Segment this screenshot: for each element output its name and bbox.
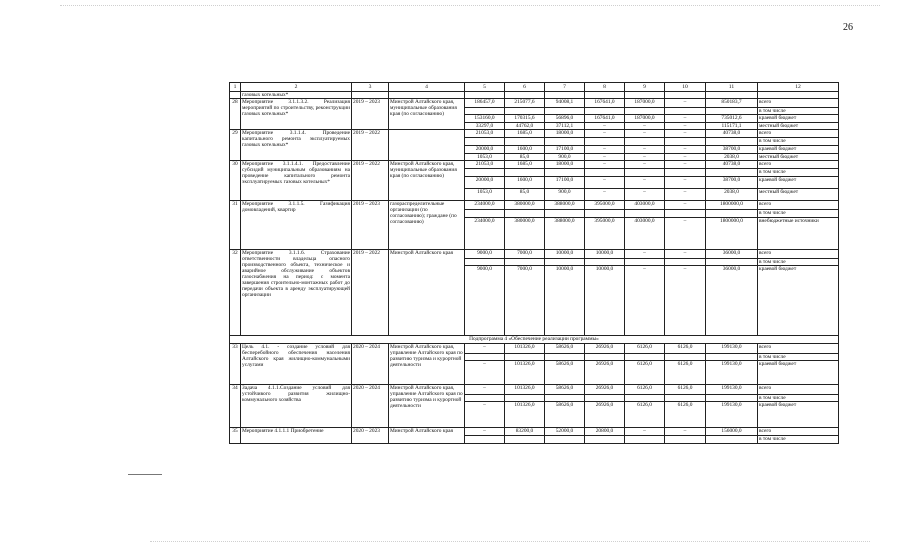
amount-cell: –	[465, 402, 505, 428]
empty-cell	[585, 92, 625, 99]
amount-cell: 26926,0	[585, 361, 625, 385]
amount-cell: 58626,0	[545, 385, 585, 395]
amount-cell: 33297,0	[465, 123, 505, 130]
amount-cell	[505, 436, 545, 444]
row-number: 30	[230, 161, 241, 201]
amount-cell: 1800000,0	[706, 218, 758, 250]
amount-cell: –	[465, 344, 505, 354]
amount-cell	[706, 354, 758, 361]
amount-cell: 900,0	[545, 189, 585, 201]
amount-cell: 26926,0	[585, 344, 625, 354]
amount-cell	[505, 354, 545, 361]
amount-cell: 403000,0	[625, 201, 665, 210]
empty-cell	[706, 92, 758, 99]
amount-cell: 94008,1	[545, 99, 585, 108]
amount-cell: –	[625, 146, 665, 154]
amount-cell: 1053,0	[465, 189, 505, 201]
amount-cell: –	[625, 130, 665, 138]
amount-cell: –	[625, 161, 665, 169]
amount-cell	[706, 169, 758, 177]
funding-source: в том числе	[758, 138, 839, 146]
amount-cell: 1685,0	[505, 161, 545, 169]
amount-cell: 850183,7	[706, 99, 758, 108]
amount-cell: –	[665, 266, 706, 336]
amount-cell: 85,0	[505, 189, 545, 201]
amount-cell: 388000,0	[545, 218, 585, 250]
table-row	[230, 250, 839, 259]
amount-cell: 199130,0	[706, 385, 758, 395]
amount-cell	[465, 138, 505, 146]
amount-cell: 380000,0	[505, 201, 545, 210]
bottom-divider	[150, 541, 870, 542]
amount-cell: 156000,0	[706, 428, 758, 436]
amount-cell: –	[585, 146, 625, 154]
funding-source: всего	[758, 344, 839, 354]
funding-source: в том числе	[758, 169, 839, 177]
row-number	[230, 92, 241, 99]
period: 2020 – 2024	[352, 344, 389, 385]
amount-cell	[585, 108, 625, 115]
top-divider	[60, 5, 880, 6]
amount-cell	[505, 108, 545, 115]
amount-cell	[505, 210, 545, 218]
amount-cell: –	[625, 177, 665, 189]
amount-cell: 101326,0	[505, 344, 545, 354]
amount-cell: 6126,0	[665, 344, 706, 354]
funding-source: в том числе	[758, 259, 839, 266]
header-cell: 4	[389, 83, 465, 92]
amount-cell	[706, 395, 758, 402]
amount-cell: 186457,0	[465, 99, 505, 108]
empty-cell	[665, 92, 706, 99]
amount-cell	[585, 169, 625, 177]
event-name: Задача 4.1.1.Создание условий для устойчивого развития жилищно-коммунального хозяйства	[241, 385, 352, 428]
amount-cell: 17100,0	[545, 146, 585, 154]
amount-cell: 1800000,0	[706, 201, 758, 210]
amount-cell: –	[625, 123, 665, 130]
amount-cell	[665, 138, 706, 146]
table-row	[230, 385, 839, 395]
empty-cell	[545, 92, 585, 99]
amount-cell: 187000,0	[625, 99, 665, 108]
amount-cell	[625, 354, 665, 361]
amount-cell	[465, 436, 505, 444]
amount-cell	[545, 436, 585, 444]
amount-cell: 6126,0	[665, 402, 706, 428]
amount-cell: –	[625, 154, 665, 161]
amount-cell: –	[665, 218, 706, 250]
row-number: 35	[230, 428, 241, 444]
empty-cell	[389, 92, 465, 99]
amount-cell	[505, 138, 545, 146]
header-cell: 3	[352, 83, 389, 92]
amount-cell	[545, 138, 585, 146]
executor: Минстрой Алтайского края	[389, 428, 465, 444]
amount-cell: –	[665, 189, 706, 201]
header-cell: 1	[230, 83, 241, 92]
amount-cell: 20000,0	[465, 177, 505, 189]
amount-cell: –	[625, 266, 665, 336]
amount-cell: 44762,0	[505, 123, 545, 130]
amount-cell: 101326,0	[505, 385, 545, 395]
period: 2019 – 2022	[352, 250, 389, 336]
amount-cell	[585, 259, 625, 266]
row-number: 28	[230, 99, 241, 130]
funding-source: всего	[758, 250, 839, 259]
amount-cell: 215077,6	[505, 99, 545, 108]
funding-source: в том числе	[758, 354, 839, 361]
funding-source: краевой бюджет	[758, 115, 839, 123]
event-name: Мероприятие 4.1.1.1 Приобретение	[241, 428, 352, 444]
amount-cell	[625, 108, 665, 115]
amount-cell	[665, 108, 706, 115]
amount-cell: –	[665, 428, 706, 436]
row-number: 29	[230, 130, 241, 161]
funding-source: всего	[758, 201, 839, 210]
amount-cell	[706, 436, 758, 444]
amount-cell	[505, 259, 545, 266]
amount-cell: 36000,0	[706, 266, 758, 336]
amount-cell: –	[585, 154, 625, 161]
event-name: Мероприятие 3.1.1.4.1. Предоставление субсидий муниципальным образованиям на проведение капитального ремонта эксплуатируемых газовых котельных*	[241, 161, 352, 201]
amount-cell	[545, 354, 585, 361]
amount-cell: –	[465, 428, 505, 436]
empty-cell	[352, 92, 389, 99]
amount-cell	[505, 169, 545, 177]
amount-cell: 1053,0	[465, 154, 505, 161]
amount-cell: 9000,0	[465, 266, 505, 336]
amount-cell	[545, 108, 585, 115]
amount-cell: 7000,0	[505, 266, 545, 336]
amount-cell	[545, 169, 585, 177]
funding-source: в том числе	[758, 210, 839, 218]
amount-cell	[465, 395, 505, 402]
amount-cell: 388000,0	[545, 201, 585, 210]
header-cell: 9	[625, 83, 665, 92]
row-number: 32	[230, 250, 241, 336]
empty-cell	[625, 92, 665, 99]
amount-cell: 1600,0	[505, 177, 545, 189]
amount-cell: –	[665, 99, 706, 108]
page-number: 26	[843, 22, 853, 33]
amount-cell: 58626,0	[545, 402, 585, 428]
amount-cell	[545, 259, 585, 266]
executor: Минстрой Алтайского края, муниципальные образования края (по согласованию)	[389, 99, 465, 130]
row-number: 34	[230, 385, 241, 428]
amount-cell: 6126,0	[625, 344, 665, 354]
amount-cell: 167641,0	[585, 115, 625, 123]
amount-cell: –	[585, 189, 625, 201]
amount-cell: –	[585, 123, 625, 130]
amount-cell: 9000,0	[465, 250, 505, 259]
amount-cell: 6126,0	[665, 385, 706, 395]
amount-cell	[545, 395, 585, 402]
amount-cell: 153160,0	[465, 115, 505, 123]
executor	[389, 130, 465, 161]
table-row	[230, 201, 839, 210]
amount-cell: 20000,0	[465, 146, 505, 154]
table-row	[230, 344, 839, 354]
amount-cell: –	[585, 161, 625, 169]
table-body	[230, 83, 839, 444]
amount-cell: 38700,0	[706, 177, 758, 189]
event-name: Цель 4.1. - создание условий для бесперебойного обеспечения населения Алтайского края жилищно-коммунальными услугами	[241, 344, 352, 385]
funding-source: в том числе	[758, 436, 839, 444]
amount-cell	[465, 210, 505, 218]
funding-source: всего	[758, 385, 839, 395]
amount-cell	[706, 108, 758, 115]
amount-cell: 380000,0	[505, 218, 545, 250]
amount-cell: 83200,0	[505, 428, 545, 436]
amount-cell: 40738,0	[706, 161, 758, 169]
amount-cell	[585, 436, 625, 444]
amount-cell: 735012,6	[706, 115, 758, 123]
amount-cell	[665, 169, 706, 177]
amount-cell: –	[665, 161, 706, 169]
funding-source: всего	[758, 130, 839, 138]
continued-row	[230, 92, 839, 99]
amount-cell: 2038,0	[706, 154, 758, 161]
funding-source: в том числе	[758, 108, 839, 115]
event-name: Мероприятие 3.1.1.4. Проведение капитального ремонта эксплуатируемых газовых котельных*	[241, 130, 352, 161]
margin-mark	[128, 474, 162, 475]
period: 2020 – 2024	[352, 385, 389, 428]
amount-cell: –	[665, 130, 706, 138]
amount-cell	[625, 436, 665, 444]
amount-cell	[585, 354, 625, 361]
amount-cell	[465, 354, 505, 361]
amount-cell: –	[465, 385, 505, 395]
amount-cell: 900,0	[545, 154, 585, 161]
amount-cell: 6126,0	[625, 361, 665, 385]
amount-cell: –	[625, 189, 665, 201]
amount-cell: 199130,0	[706, 402, 758, 428]
header-cell: 6	[505, 83, 545, 92]
period: 2019 – 2023	[352, 201, 389, 250]
funding-source: краевой бюджет	[758, 361, 839, 385]
event-name: Мероприятие 3.1.1.5. Газификация домовладений, квартир	[241, 201, 352, 250]
amount-cell: –	[665, 177, 706, 189]
table-row	[230, 428, 839, 436]
amount-cell: –	[625, 428, 665, 436]
table-row	[230, 99, 839, 108]
funding-source: местный бюджет	[758, 154, 839, 161]
amount-cell	[665, 210, 706, 218]
amount-cell: 115171,1	[706, 123, 758, 130]
amount-cell	[706, 259, 758, 266]
continued-text: газовых котельных*	[241, 92, 352, 99]
amount-cell: 199130,0	[706, 344, 758, 354]
amount-cell: –	[665, 115, 706, 123]
executor: Минстрой Алтайского края, муниципальные образования края (по согласованию)	[389, 161, 465, 201]
amount-cell: 199130,0	[706, 361, 758, 385]
amount-cell: 17100,0	[545, 177, 585, 189]
amount-cell: 36000,0	[706, 250, 758, 259]
period: 2019 – 2022	[352, 161, 389, 201]
subprogram-title: Подпрограмма 4 «Обеспечение реализации программы»	[230, 336, 839, 344]
amount-cell: –	[665, 146, 706, 154]
amount-cell	[465, 259, 505, 266]
amount-cell: 7000,0	[505, 250, 545, 259]
header-row	[230, 83, 839, 92]
empty-cell	[505, 92, 545, 99]
amount-cell: 58626,0	[545, 361, 585, 385]
amount-cell: 395000,0	[585, 201, 625, 210]
header-cell: 11	[706, 83, 758, 92]
amount-cell: 26926,0	[585, 402, 625, 428]
amount-cell: 40738,0	[706, 130, 758, 138]
amount-cell: 10000,0	[585, 250, 625, 259]
amount-cell: 234000,0	[465, 201, 505, 210]
amount-cell: –	[665, 123, 706, 130]
executor: Минстрой Алтайского края	[389, 250, 465, 336]
budget-table	[229, 82, 839, 444]
row-number: 33	[230, 344, 241, 385]
amount-cell: 187000,0	[625, 115, 665, 123]
amount-cell	[625, 210, 665, 218]
amount-cell: 52000,0	[545, 428, 585, 436]
amount-cell: 38700,0	[706, 146, 758, 154]
funding-source: краевой бюджет	[758, 266, 839, 336]
funding-source: краевой бюджет	[758, 402, 839, 428]
amount-cell: 167641,0	[585, 99, 625, 108]
amount-cell: 6126,0	[625, 402, 665, 428]
amount-cell: –	[665, 250, 706, 259]
amount-cell: 170315,6	[505, 115, 545, 123]
table-row	[230, 161, 839, 169]
amount-cell	[545, 210, 585, 218]
amount-cell: 18000,0	[545, 130, 585, 138]
executor: Минстрой Алтайского края, управление Алтайского края по развитию туризма и курортной деятельности	[389, 385, 465, 428]
executor: Минстрой Алтайского края, управление Алтайского края по развитию туризма и курортной деятельности	[389, 344, 465, 385]
funding-source: местный бюджет	[758, 189, 839, 201]
amount-cell: 10000,0	[545, 250, 585, 259]
amount-cell: 85,0	[505, 154, 545, 161]
header-cell: 5	[465, 83, 505, 92]
period: 2020 – 2023	[352, 428, 389, 444]
event-name: Мероприятие 3.1.1.6. Страхование ответственности владельца опасного производственного объекта, техническое и аварийное обслуживание объектов газоснабжения на период: с момента завершения строительно-монтажных работ до передачи объекта в аренду эксплуатирующей организации	[241, 250, 352, 336]
executor: газораспределительные организации (по согласованию); граждане (по согласованию)	[389, 201, 465, 250]
amount-cell: 395000,0	[585, 218, 625, 250]
funding-source: всего	[758, 99, 839, 108]
amount-cell: 101326,0	[505, 402, 545, 428]
table-row	[230, 130, 839, 138]
amount-cell: 18000,0	[545, 161, 585, 169]
amount-cell: 20800,0	[585, 428, 625, 436]
amount-cell: 56896,0	[545, 115, 585, 123]
header-cell: 7	[545, 83, 585, 92]
amount-cell	[585, 138, 625, 146]
amount-cell: 6126,0	[625, 385, 665, 395]
subprogram-row	[230, 336, 839, 344]
amount-cell: 6126,0	[665, 361, 706, 385]
amount-cell: –	[465, 361, 505, 385]
amount-cell	[706, 210, 758, 218]
amount-cell: 26926,0	[585, 385, 625, 395]
amount-cell: –	[585, 130, 625, 138]
amount-cell: 37112,1	[545, 123, 585, 130]
period: 2019 – 2022	[352, 130, 389, 161]
amount-cell: 1600,0	[505, 146, 545, 154]
amount-cell	[465, 169, 505, 177]
amount-cell: 101326,0	[505, 361, 545, 385]
amount-cell: 234000,0	[465, 218, 505, 250]
amount-cell	[585, 210, 625, 218]
amount-cell	[665, 354, 706, 361]
amount-cell: 21053,0	[465, 161, 505, 169]
header-cell: 12	[758, 83, 839, 92]
amount-cell	[505, 395, 545, 402]
funding-source: в том числе	[758, 395, 839, 402]
amount-cell	[625, 169, 665, 177]
amount-cell	[665, 395, 706, 402]
amount-cell: –	[665, 154, 706, 161]
event-name: Мероприятие 3.1.1.3.2. Реализация мероприятий по строительству, реконструкции газовых котельных*	[241, 99, 352, 130]
amount-cell: –	[585, 177, 625, 189]
amount-cell	[665, 259, 706, 266]
header-cell: 2	[241, 83, 352, 92]
empty-cell	[758, 92, 839, 99]
amount-cell: –	[665, 201, 706, 210]
amount-cell	[625, 395, 665, 402]
funding-source: краевой бюджет	[758, 146, 839, 154]
header-cell: 10	[665, 83, 706, 92]
funding-source: внебюджетные источники	[758, 218, 839, 250]
amount-cell: 1685,0	[505, 130, 545, 138]
funding-source: всего	[758, 428, 839, 436]
empty-cell	[465, 92, 505, 99]
amount-cell: 10000,0	[585, 266, 625, 336]
amount-cell	[585, 395, 625, 402]
amount-cell: 10000,0	[545, 266, 585, 336]
period: 2019 – 2023	[352, 99, 389, 130]
amount-cell	[465, 108, 505, 115]
header-cell: 8	[585, 83, 625, 92]
row-number: 31	[230, 201, 241, 250]
funding-source: всего	[758, 161, 839, 169]
amount-cell: 21053,0	[465, 130, 505, 138]
funding-source: местный бюджет	[758, 123, 839, 130]
amount-cell: 2038,0	[706, 189, 758, 201]
amount-cell	[625, 138, 665, 146]
funding-source: краевой бюджет	[758, 177, 839, 189]
amount-cell: 403000,0	[625, 218, 665, 250]
amount-cell: –	[625, 250, 665, 259]
amount-cell: 58626,0	[545, 344, 585, 354]
amount-cell	[625, 259, 665, 266]
amount-cell	[665, 436, 706, 444]
amount-cell	[706, 138, 758, 146]
